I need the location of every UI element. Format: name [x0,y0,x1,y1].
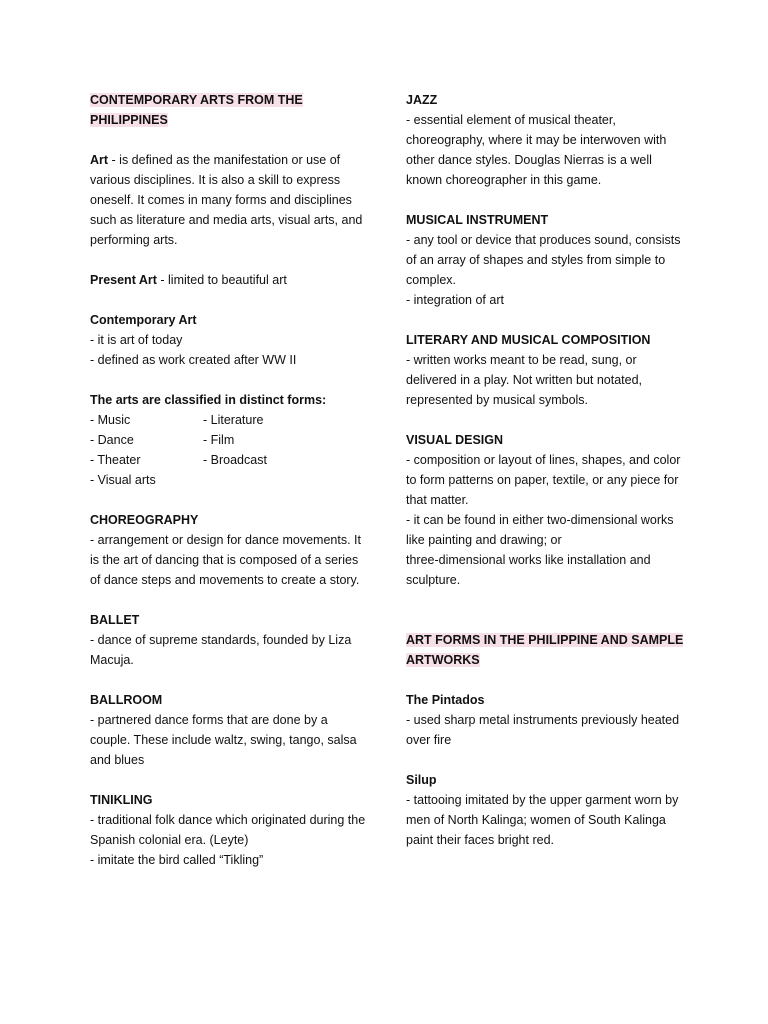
right-column [406,90,688,870]
choreography-heading: CHOREOGRAPHY [90,513,199,527]
visual-design-heading: VISUAL DESIGN [406,433,504,447]
contemporary-art-line: - defined as work created after WW II [90,353,297,367]
literary-heading: LITERARY AND MUSICAL COMPOSITION [406,333,651,347]
left-column [90,90,370,890]
ballet-heading: BALLET [90,613,140,627]
musical-instrument-heading: MUSICAL INSTRUMENT [406,213,549,227]
art-term: Art [90,153,109,167]
contemporary-art-heading: Contemporary Art [90,313,197,327]
visual-design-section [406,430,688,590]
arts-form-item: - Music [90,413,131,427]
arts-form-item: - Visual arts [90,473,156,487]
choreography-section [90,510,370,590]
jazz-text: - essential element of musical theater, choreography, where it may be interwoven with other dance styles. Douglas Nierras is a well known choreographer in this game. [406,113,667,187]
contemporary-art-line: - it is art of today [90,333,183,347]
jazz-section [406,90,688,190]
tinikling-line: - traditional folk dance which originated during the Spanish colonial era. (Leyte) [90,813,366,847]
ballroom-section [90,690,370,770]
arts-form-item: - Literature [203,413,264,427]
choreography-text: - arrangement or design for dance movements. It is the art of dancing that is composed of a series of dance steps and movements to create a story. [90,533,361,587]
arts-forms-section [90,390,370,490]
visual-design-line: three-dimensional works like installation and sculpture. [406,553,651,587]
ballet-text: - dance of supreme standards, founded by Liza Macuja. [90,633,352,667]
tinikling-heading: TINIKLING [90,793,153,807]
present-art-definition [90,270,370,290]
musical-instrument-line: - any tool or device that produces sound, consists of an array of shapes and styles from simple to complex. [406,233,681,287]
literary-text: - written works meant to be read, sung, or delivered in a play. Not written but notated, represented by musical symbols. [406,353,643,407]
silup-heading: Silup [406,773,437,787]
silup-text: - tattooing imitated by the upper garment worn by men of North Kalinga; women of South Kalinga paint their faces bright red. [406,793,679,847]
arts-form-item: - Dance [90,433,134,447]
pintados-heading: The Pintados [406,693,485,707]
jazz-heading: JAZZ [406,93,438,107]
arts-forms-list [90,410,370,490]
ballet-section [90,610,370,670]
tinikling-section [90,790,370,870]
art-definition [90,150,370,250]
present-art-text: - limited to beautiful art [156,273,287,287]
pintados-section [406,690,688,750]
literary-section [406,330,688,410]
visual-design-line: - it can be found in either two-dimensional works like painting and drawing; or [406,513,674,547]
silup-section [406,770,688,850]
contemporary-art-section [90,310,370,370]
document-title [90,90,370,130]
title-highlight: CONTEMPORARY ARTS FROM THE PHILIPPINES [90,93,303,127]
musical-instrument-section [406,210,688,310]
arts-form-item: - Film [203,433,235,447]
tinikling-line: - imitate the bird called “Tikling” [90,853,264,867]
pintados-text: - used sharp metal instruments previously heated over fire [406,713,680,747]
art-forms-title: ART FORMS IN THE PHILIPPINE AND SAMPLE ARTWORKS [406,633,684,667]
art-text: - is defined as the manifestation or use of various disciplines. It is also a skill to express oneself. It comes in many forms and disciplines such as literature and media arts, visual arts, and performing arts. [90,153,363,247]
arts-form-item: - Theater [90,453,141,467]
present-art-term: Present Art [90,273,157,287]
arts-form-item: - Broadcast [203,453,267,467]
musical-instrument-line: - integration of art [406,293,504,307]
ballroom-heading: BALLROOM [90,693,163,707]
art-forms-title-block [406,630,688,670]
visual-design-line: - composition or layout of lines, shapes, and color to form patterns on paper, textile, or any piece for that matter. [406,453,681,507]
ballroom-text: - partnered dance forms that are done by a couple. These include waltz, swing, tango, salsa and blues [90,713,357,767]
arts-forms-heading: The arts are classified in distinct forms: [90,393,327,407]
